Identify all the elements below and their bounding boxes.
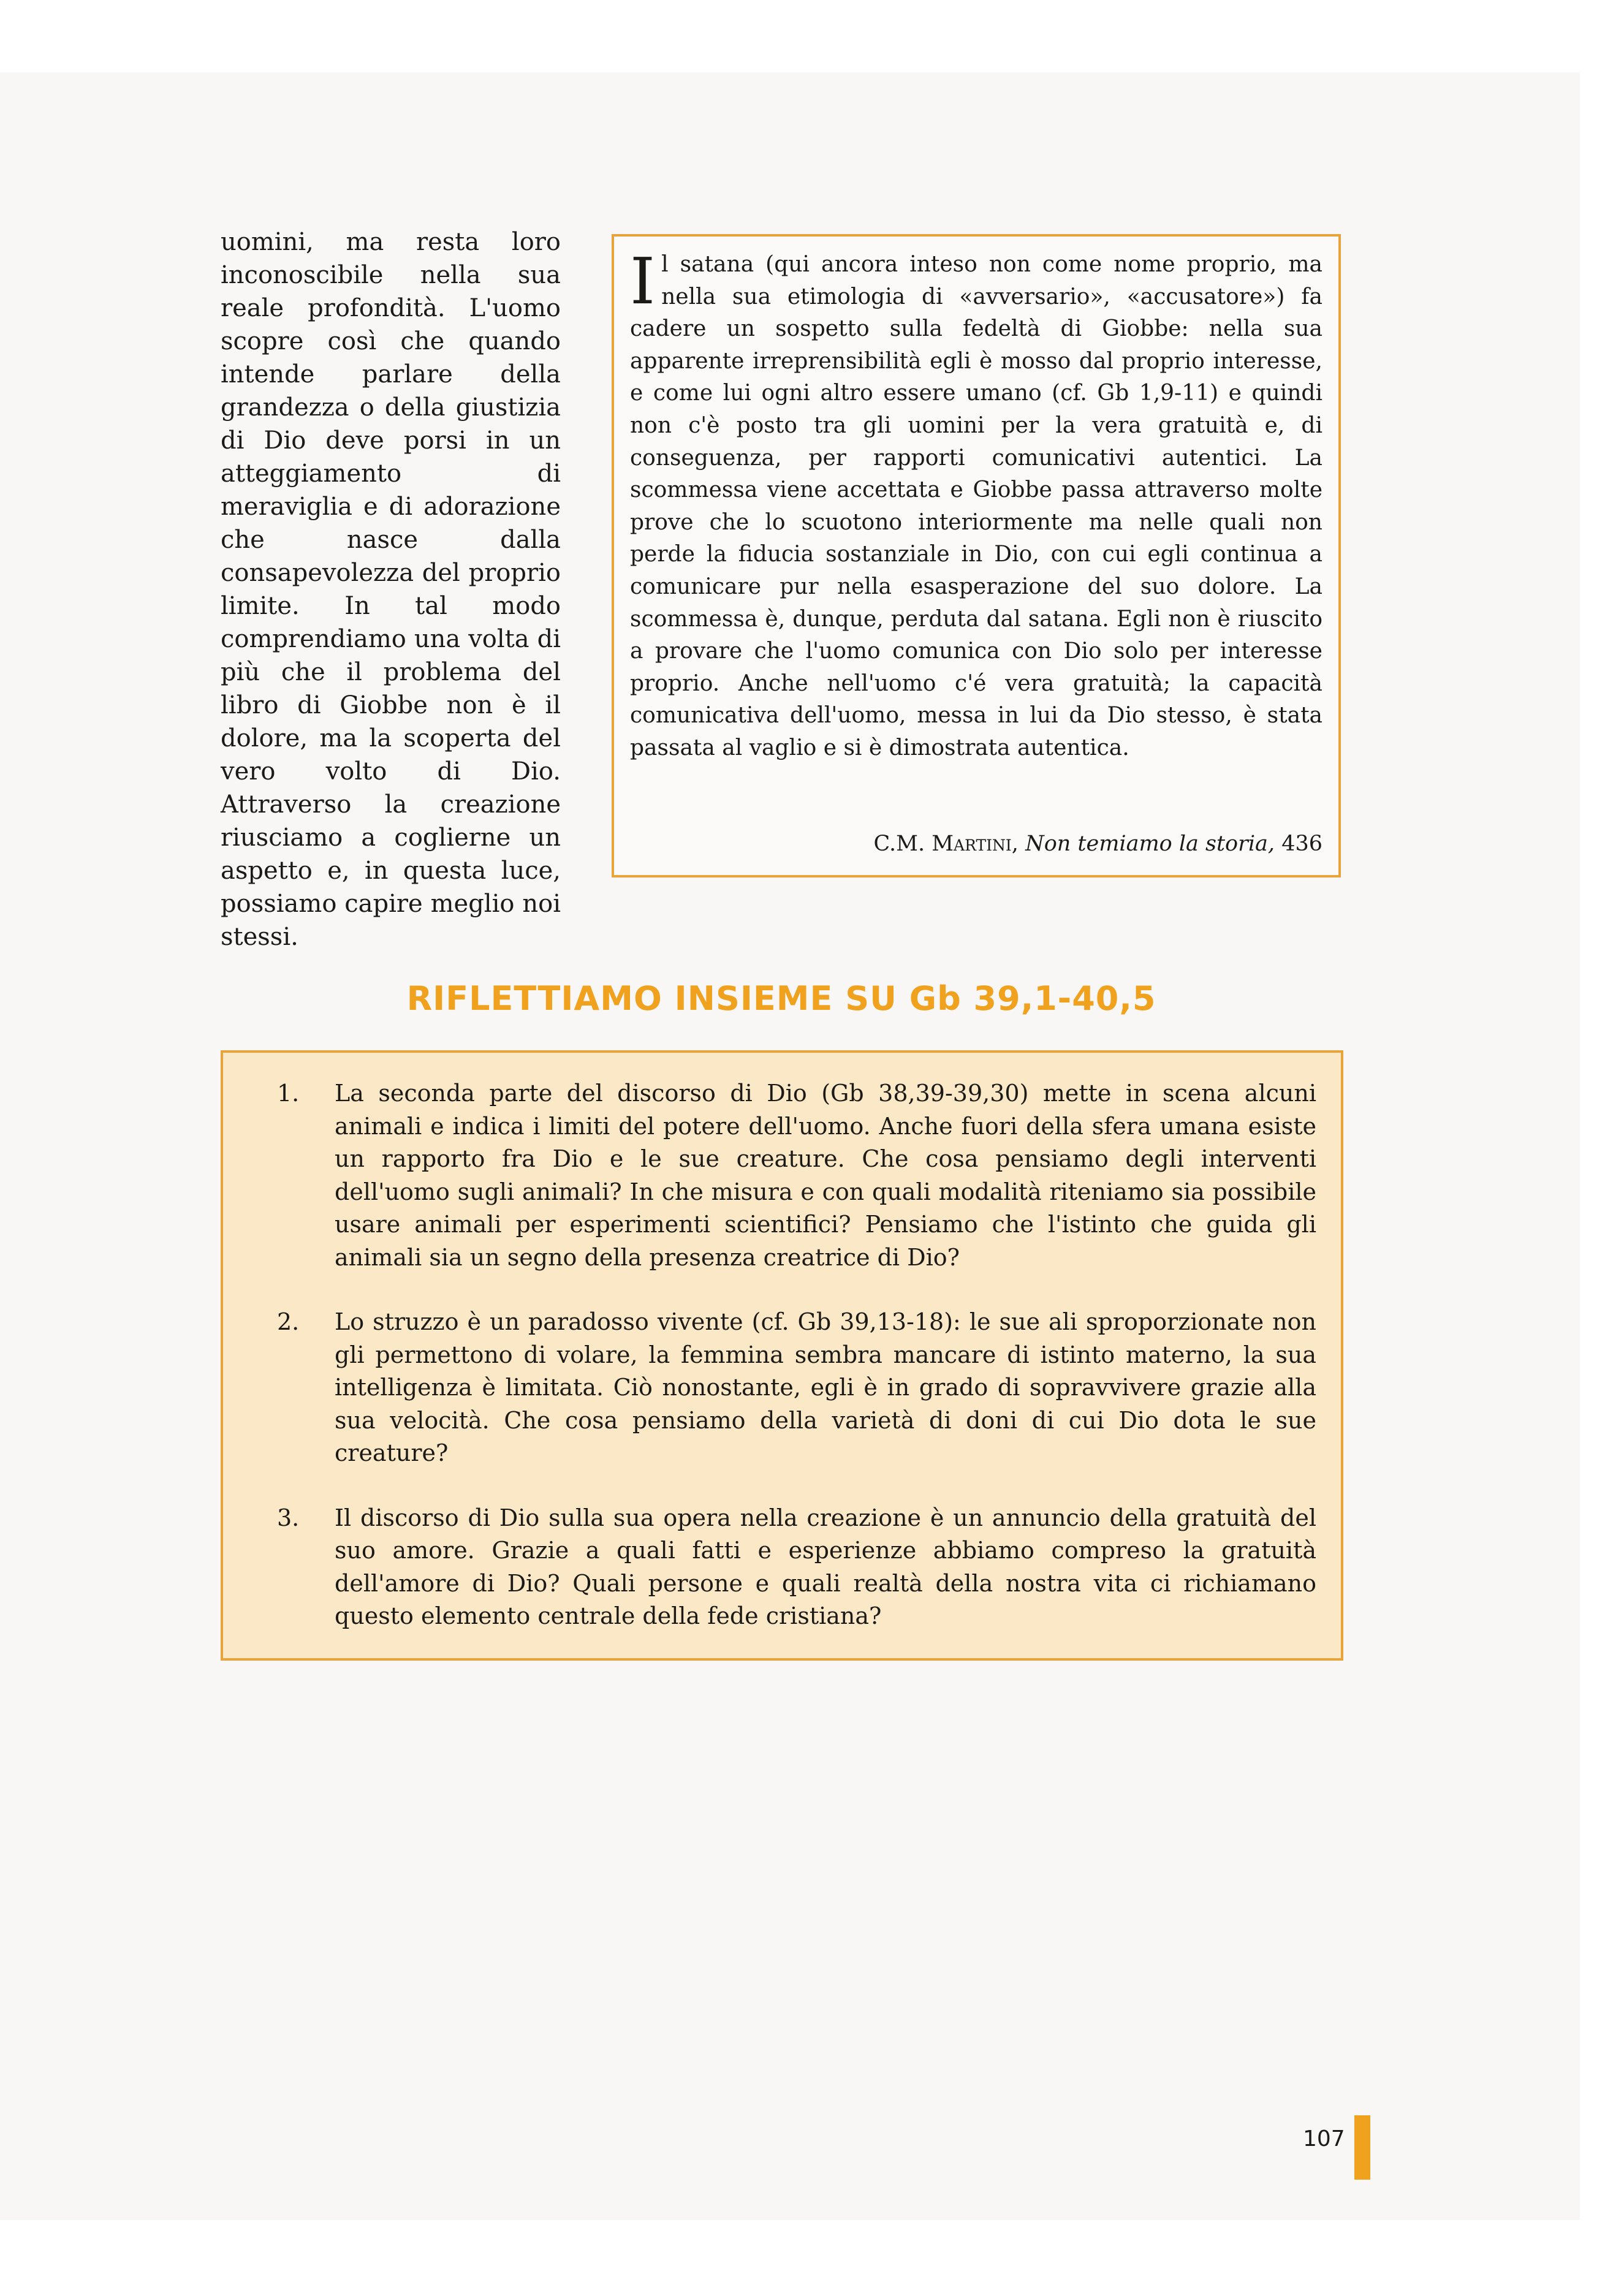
left-column bbox=[221, 226, 561, 953]
quote-body: l satana (qui ancora inteso non come nome proprio, ma nella sua etimologia di «avversario», «accusatore») fa cadere un sospetto sulla fedeltà di Giobbe: nella sua apparente irreprensibilità egli è mosso dal proprio interesse, e come lui ogni altro essere umano (cf. Gb 1,9-11) e quindi non c'è posto tra gli uomini per la vera gratuità e, di conseguenza, per rapporti comunicativi autentici. La scommessa viene accettata e Giobbe passa attraverso molte prove che lo scuotono interiormente ma nelle quali non perde la fiducia sostanziale in Dio, con cui egli continua a comunicare pur nella esasperazione del suo dolore. La scommessa è, dunque, perduta dal satana. Egli non è riuscito a provare che l'uomo comunica con Dio solo per interesse proprio. Anche nell'uomo c'é vera gratuità; la capacità comunicativa dell'uomo, messa in lui da Dio stesso, è stata passata al vaglio e si è dimostrata autentica. bbox=[630, 252, 1322, 760]
page-number: 107 bbox=[1303, 2126, 1345, 2151]
question-item bbox=[223, 1306, 1316, 1470]
questions-box bbox=[221, 1050, 1343, 1661]
quote-box bbox=[612, 234, 1341, 877]
quote-text bbox=[630, 244, 1322, 765]
page-marker-bar bbox=[1354, 2115, 1370, 2180]
left-column-text: uomini, ma resta loro inconoscibile nella sua reale profondità. L'uomo scopre così che quando intende parlare della grandezza o della giustizia di Dio deve porsi in un atteggiamento di meraviglia e di adorazione che nasce dalla consapevolezza del proprio limite. In tal modo comprendiamo una volta di più che il problema del libro di Giobbe non è il dolore, ma la scoperta del vero volto di Dio. Attraverso la creazione riusciamo a coglierne un aspetto e, in questa luce, possiamo capire meglio noi stessi. bbox=[221, 228, 561, 951]
question-text: La seconda parte del discorso di Dio (Gb 38,39-39,30) mette in scena alcuni animali e indica i limiti del potere dell'uomo. Anche fuori della sfera umana esiste un rapporto fra Dio e le sue creature. Che cosa pensiamo degli interventi dell'uomo sugli animali? In che misura e con quali modalità riteniamo sia possibile usare animali per esperimenti scientifici? Pensiamo che l'istinto che guida gli animali sia un segno della presenza creatrice di Dio? bbox=[335, 1080, 1316, 1271]
question-number: 2. bbox=[277, 1308, 300, 1335]
section-title: RIFLETTIAMO INSIEME SU Gb 39,1-40,5 bbox=[406, 979, 1156, 1018]
question-text: Il discorso di Dio sulla sua opera nella creazione è un annuncio della gratuità del suo amore. Grazie a quali fatti e esperienze abbiamo compreso la gratuità dell'amore di Dio? Quali persone e quali realtà della nostra vita ci richiamano questo elemento centrale della fede cristiana? bbox=[335, 1504, 1316, 1629]
question-number: 1. bbox=[277, 1080, 300, 1107]
citation-page: 436 bbox=[1281, 832, 1322, 856]
question-item bbox=[223, 1077, 1316, 1274]
question-item bbox=[223, 1502, 1316, 1633]
question-number: 3. bbox=[277, 1504, 300, 1531]
quote-citation bbox=[873, 830, 1322, 858]
quote-dropcap: I bbox=[630, 244, 656, 319]
question-text: Lo struzzo è un paradosso vivente (cf. Gb 39,13-18): le sue ali sproporzionate non gli permettono di volare, la femmina sembra mancare di istinto materno, la sua intelligenza è limitata. Ciò nonostante, egli è in grado di sopravvivere grazie alla sua velocità. Che cosa pensiamo della varietà di doni di cui Dio dota le sue creature? bbox=[335, 1308, 1316, 1466]
citation-work: Non temiamo la storia, bbox=[1025, 832, 1275, 856]
citation-author: C.M. Martini, bbox=[873, 832, 1019, 856]
